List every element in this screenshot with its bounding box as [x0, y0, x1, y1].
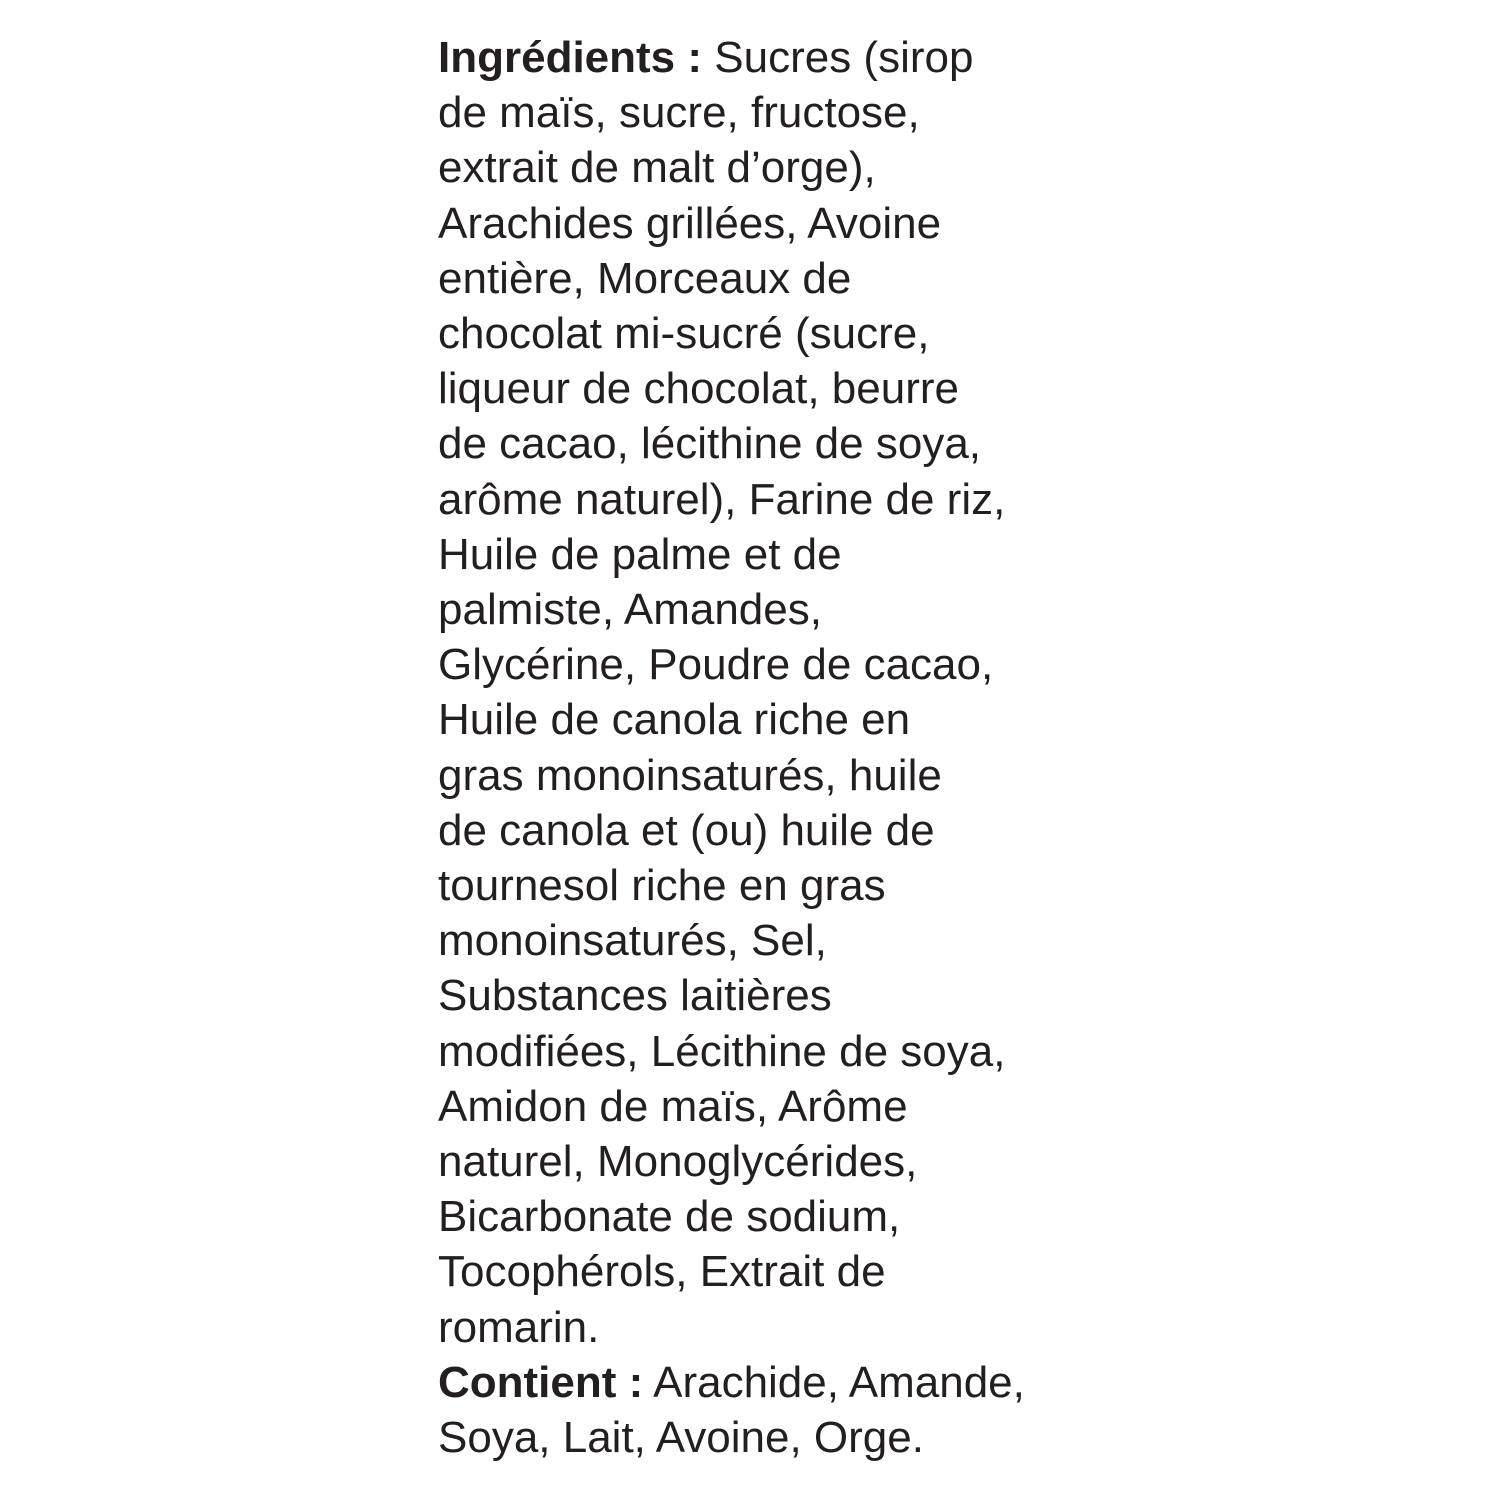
contains-text: Arachide, Amande,: [643, 1357, 1025, 1407]
ingredients-line: [438, 30, 1478, 85]
ingredients-line: Huile de palme et de: [438, 529, 842, 579]
ingredients-line: Glycérine, Poudre de cacao,: [438, 640, 994, 690]
ingredients-line: naturel, Monoglycérides,: [438, 1137, 918, 1187]
ingredients-label: [438, 30, 1478, 1465]
ingredients-line: Substances laitières: [438, 971, 832, 1021]
ingredients-line: monoinsaturés, Sel,: [438, 916, 827, 966]
ingredients-heading: Ingrédients :: [438, 33, 703, 82]
ingredients-line: entière, Morceaux de: [438, 253, 852, 303]
contains-line: Soya, Lait, Avoine, Orge.: [438, 1413, 924, 1463]
ingredients-line: chocolat mi-sucré (sucre,: [438, 309, 930, 359]
ingredients-line: tournesol riche en gras: [438, 861, 886, 911]
ingredients-line: Arachides grillées, Avoine: [438, 198, 942, 248]
ingredients-line: Huile de canola riche en: [438, 695, 911, 745]
ingredients-line: de canola et (ou) huile de: [438, 805, 935, 855]
contains-line: [438, 1355, 1478, 1410]
ingredients-line: Tocophérols, Extrait de: [438, 1247, 886, 1297]
ingredients-line: liqueur de chocolat, beurre: [438, 364, 959, 414]
ingredients-line: Bicarbonate de sodium,: [438, 1192, 901, 1242]
ingredients-text: Sucres (sirop: [702, 33, 974, 82]
ingredients-line: gras monoinsaturés, huile: [438, 750, 942, 800]
ingredients-line: romarin.: [438, 1302, 600, 1352]
ingredients-line: modifiées, Lécithine de soya,: [438, 1026, 1006, 1076]
ingredients-line: de maïs, sucre, fructose,: [438, 88, 920, 138]
ingredients-line: Amidon de maïs, Arôme: [438, 1081, 908, 1131]
ingredients-line: palmiste, Amandes,: [438, 585, 822, 635]
ingredients-line: arôme naturel), Farine de riz,: [438, 474, 1006, 524]
contains-heading: Contient :: [438, 1357, 644, 1407]
ingredients-line: extrait de malt d’orge),: [438, 143, 876, 193]
ingredients-line: de cacao, lécithine de soya,: [438, 419, 982, 469]
